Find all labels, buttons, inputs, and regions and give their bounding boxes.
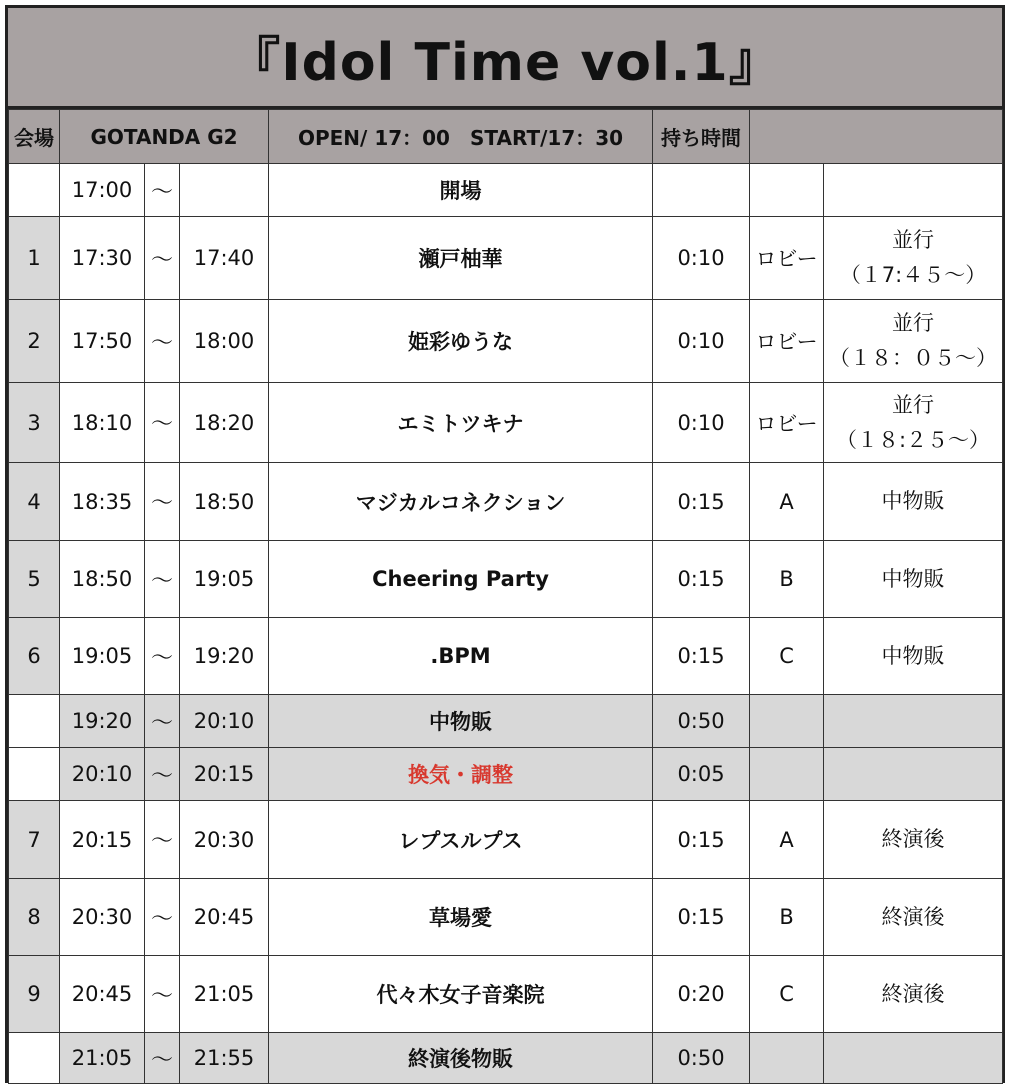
merch-note <box>824 956 1003 1033</box>
schedule-row <box>9 956 1003 1033</box>
merch-location <box>750 164 824 217</box>
merch-note-text: 並行 （１８:２５～） <box>835 392 991 452</box>
performer-name: 瀬戸柚華 <box>269 217 653 300</box>
schedule-row <box>9 879 1003 956</box>
performer-name: 草場愛 <box>269 879 653 956</box>
start-time: 18:10 <box>60 383 145 463</box>
set-duration: 0:15 <box>653 801 750 879</box>
page-title: 『Idol Time vol.1』 <box>8 8 1002 109</box>
order-number <box>9 1033 60 1084</box>
end-time: 20:15 <box>180 748 269 801</box>
schedule-row <box>9 1033 1003 1084</box>
order-number: 8 <box>9 879 60 956</box>
merch-note-text: 中物販 <box>881 489 945 513</box>
merch-note <box>824 695 1003 748</box>
merch-note-text: 中物販 <box>881 643 945 668</box>
time-separator: ～ <box>145 879 180 956</box>
schedule-row <box>9 801 1003 879</box>
venue-name: GOTANDA G2 <box>60 110 269 164</box>
time-separator: ～ <box>145 300 180 383</box>
order-number: 2 <box>9 300 60 383</box>
open-start-times: OPEN/ 17：00 START/17：30 <box>269 110 653 164</box>
start-time: 19:05 <box>60 618 145 695</box>
merch-location: C <box>750 956 824 1033</box>
schedule-row <box>9 164 1003 217</box>
merch-note-text: 並行 （１８：０５～） <box>829 311 998 370</box>
set-duration: 0:50 <box>653 1033 750 1084</box>
time-separator: ～ <box>145 695 180 748</box>
end-time: 19:05 <box>180 541 269 618</box>
merch-location: B <box>750 879 824 956</box>
start-time: 20:10 <box>60 748 145 801</box>
time-separator: ～ <box>145 801 180 879</box>
order-number <box>9 748 60 801</box>
header-empty-cell <box>750 110 1003 164</box>
performer-name: 代々木女子音楽院 <box>269 956 653 1033</box>
end-time: 21:05 <box>180 956 269 1033</box>
merch-note-text: 中物販 <box>881 566 945 591</box>
end-time: 21:55 <box>180 1033 269 1084</box>
merch-location: A <box>750 463 824 541</box>
merch-location: C <box>750 618 824 695</box>
timetable <box>8 109 1003 1084</box>
order-number: 5 <box>9 541 60 618</box>
order-number: 4 <box>9 463 60 541</box>
performer-name: 姫彩ゆうな <box>269 300 653 383</box>
start-time: 21:05 <box>60 1033 145 1084</box>
order-number: 6 <box>9 618 60 695</box>
order-number: 1 <box>9 217 60 300</box>
merch-note <box>824 164 1003 217</box>
order-number: 7 <box>9 801 60 879</box>
schedule-row <box>9 217 1003 300</box>
set-duration: 0:20 <box>653 956 750 1033</box>
merch-note-text: 並行 （１7:４５～） <box>839 228 987 287</box>
merch-location: ロビー <box>750 217 824 300</box>
performer-name: レプスルプス <box>269 801 653 879</box>
merch-note <box>824 300 1003 383</box>
start-time: 17:30 <box>60 217 145 300</box>
merch-note-text: 終演後 <box>881 827 945 851</box>
schedule-row <box>9 618 1003 695</box>
end-time: 17:40 <box>180 217 269 300</box>
merch-note <box>824 879 1003 956</box>
set-duration: 0:10 <box>653 217 750 300</box>
schedule-row <box>9 463 1003 541</box>
start-time: 20:45 <box>60 956 145 1033</box>
set-duration: 0:15 <box>653 879 750 956</box>
set-duration: 0:50 <box>653 695 750 748</box>
order-number: 9 <box>9 956 60 1033</box>
duration-label: 持ち時間 <box>653 110 750 164</box>
merch-note <box>824 463 1003 541</box>
merch-note <box>824 801 1003 879</box>
merch-note <box>824 748 1003 801</box>
merch-note <box>824 383 1003 463</box>
start-time: 20:15 <box>60 801 145 879</box>
time-separator: ～ <box>145 541 180 618</box>
start-time: 18:35 <box>60 463 145 541</box>
merch-note <box>824 217 1003 300</box>
performer-name: 換気・調整 <box>269 748 653 801</box>
order-number: 3 <box>9 383 60 463</box>
start-time: 19:20 <box>60 695 145 748</box>
merch-location <box>750 695 824 748</box>
end-time: 20:45 <box>180 879 269 956</box>
merch-location <box>750 748 824 801</box>
end-time: 19:20 <box>180 618 269 695</box>
performer-name: 開場 <box>269 164 653 217</box>
merch-note <box>824 618 1003 695</box>
merch-location: ロビー <box>750 383 824 463</box>
end-time <box>180 164 269 217</box>
performer-name: 終演後物販 <box>269 1033 653 1084</box>
venue-label: 会場 <box>9 110 60 164</box>
merch-note <box>824 1033 1003 1084</box>
timetable-frame <box>5 5 1005 1083</box>
schedule-row <box>9 748 1003 801</box>
time-separator: ～ <box>145 164 180 217</box>
end-time: 18:20 <box>180 383 269 463</box>
merch-location: A <box>750 801 824 879</box>
performer-name: .BPM <box>269 618 653 695</box>
time-separator: ～ <box>145 383 180 463</box>
set-duration: 0:10 <box>653 383 750 463</box>
set-duration: 0:15 <box>653 618 750 695</box>
schedule-row <box>9 300 1003 383</box>
time-separator: ～ <box>145 463 180 541</box>
merch-location: ロビー <box>750 300 824 383</box>
start-time: 20:30 <box>60 879 145 956</box>
merch-location <box>750 1033 824 1084</box>
schedule-row <box>9 695 1003 748</box>
schedule-row <box>9 541 1003 618</box>
end-time: 18:50 <box>180 463 269 541</box>
time-separator: ～ <box>145 1033 180 1084</box>
merch-note-text: 終演後 <box>881 904 945 929</box>
end-time: 20:10 <box>180 695 269 748</box>
start-time: 17:00 <box>60 164 145 217</box>
start-time: 17:50 <box>60 300 145 383</box>
time-separator: ～ <box>145 748 180 801</box>
start-time: 18:50 <box>60 541 145 618</box>
end-time: 18:00 <box>180 300 269 383</box>
set-duration: 0:15 <box>653 541 750 618</box>
performer-name: エミトツキナ <box>269 383 653 463</box>
header-row <box>9 110 1003 164</box>
set-duration <box>653 164 750 217</box>
set-duration: 0:05 <box>653 748 750 801</box>
merch-note <box>824 541 1003 618</box>
time-separator: ～ <box>145 618 180 695</box>
set-duration: 0:10 <box>653 300 750 383</box>
schedule-row <box>9 383 1003 463</box>
set-duration: 0:15 <box>653 463 750 541</box>
end-time: 20:30 <box>180 801 269 879</box>
performer-name: 中物販 <box>269 695 653 748</box>
performer-name: マジカルコネクション <box>269 463 653 541</box>
merch-location: B <box>750 541 824 618</box>
performer-name: Cheering Party <box>269 541 653 618</box>
order-number <box>9 695 60 748</box>
time-separator: ～ <box>145 956 180 1033</box>
time-separator: ～ <box>145 217 180 300</box>
order-number <box>9 164 60 217</box>
merch-note-text: 終演後 <box>881 981 945 1006</box>
